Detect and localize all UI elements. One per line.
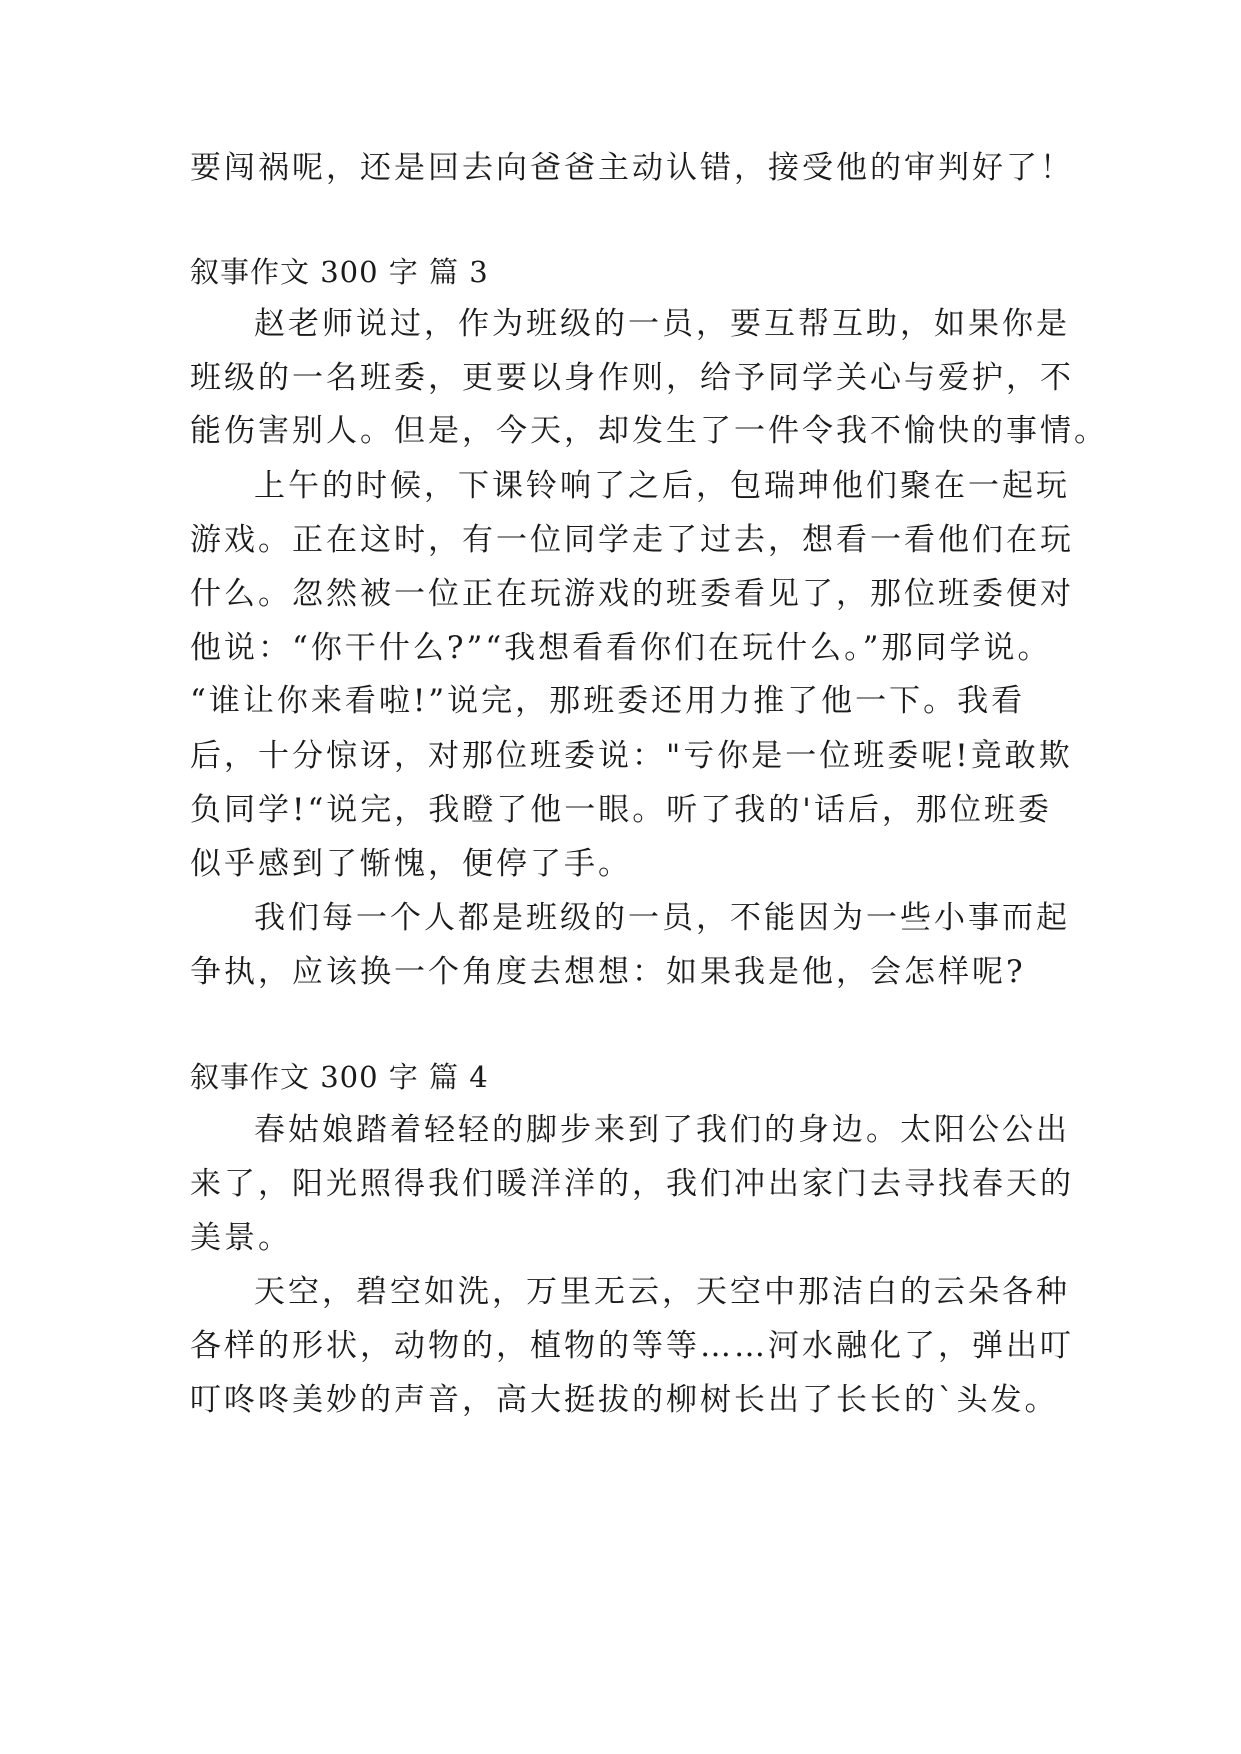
paragraph-line: 游戏。正在这时，有一位同学走了过去，想看一看他们在玩 [190,522,1074,558]
paragraph-line: 争执，应该换一个角度去想想：如果我是他，会怎样呢? [190,954,1026,990]
paragraph-line: 要闯祸呢，还是回去向爸爸主动认错，接受他的审判好了！ [190,150,1074,186]
paragraph-line: 我们每一个人都是班级的一员，不能因为一些小事而起 [254,900,1070,936]
section-heading-3: 叙事作文 300 字 篇 3 [190,255,489,289]
paragraph-line: 春姑娘踏着轻轻的脚步来到了我们的身边。太阳公公出 [254,1112,1070,1148]
paragraph-line: 后，十分惊讶，对那位班委说："亏你是一位班委呢!竟敢欺 [190,738,1073,774]
paragraph-line: 美景。 [190,1220,292,1256]
paragraph-line: 赵老师说过，作为班级的一员，要互帮互助，如果你是 [254,306,1070,342]
section-heading-4: 叙事作文 300 字 篇 4 [190,1060,489,1094]
paragraph-line: 叮咚咚美妙的声音，高大挺拔的柳树长出了长长的`头发。 [190,1382,1059,1418]
paragraph-line: 上午的时候，下课铃响了之后，包瑞珅他们聚在一起玩 [254,468,1070,504]
paragraph-line: 班级的一名班委，更要以身作则，给予同学关心与爱护，不 [190,360,1074,396]
paragraph-line: 负同学!“说完，我瞪了他一眼。听了我的'话后，那位班委 [190,792,1052,828]
paragraph-line: 似乎感到了惭愧，便停了手。 [190,846,632,882]
paragraph-line: 各样的形状，动物的，植物的等等……河水融化了，弹出叮 [190,1328,1074,1364]
paragraph-line: “谁让你来看啦!”说完，那班委还用力推了他一下。我看 [190,683,1026,719]
paragraph-line: 来了，阳光照得我们暖洋洋的，我们冲出家门去寻找春天的 [190,1166,1074,1202]
paragraph-line: 什么。忽然被一位正在玩游戏的班委看见了，那位班委便对 [190,576,1074,612]
paragraph-line: 能伤害别人。但是，今天，却发生了一件令我不愉快的事情。 [190,413,1108,449]
paragraph-line: 他说：“你干什么?”“我想看看你们在玩什么。”那同学说。 [190,630,1052,666]
paragraph-line: 天空，碧空如洗，万里无云，天空中那洁白的云朵各种 [254,1274,1070,1310]
